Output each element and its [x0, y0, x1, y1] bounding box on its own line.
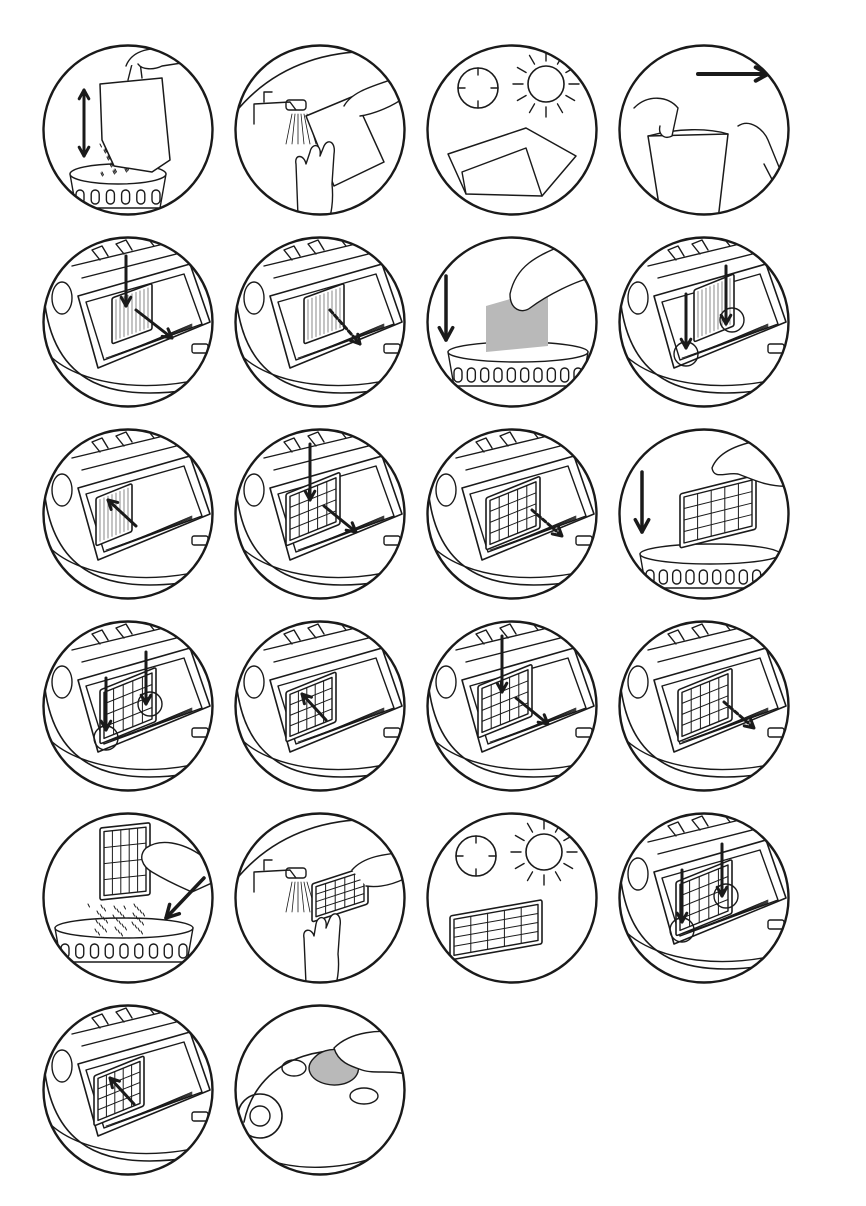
illustration-step-12 [618, 428, 790, 600]
dust-bag-icon [100, 78, 170, 172]
illustration-step-2 [234, 44, 406, 216]
illustration-step-19 [426, 812, 598, 984]
rinse-bag-under-tap-illustration [234, 44, 406, 216]
dust-bag-icon [448, 128, 576, 196]
lift-grid-filter-again-illustration [618, 620, 790, 792]
illustration-step-13 [42, 620, 214, 792]
illustration-step-15 [426, 620, 598, 792]
illustration-step-20 [618, 812, 790, 984]
wipe-vacuum-body-illustration [234, 1004, 406, 1176]
arrow-down-icon [635, 472, 648, 532]
hand-icon [142, 842, 214, 892]
grid-filter-icon [100, 667, 156, 744]
clock-icon [456, 836, 496, 876]
illustration-step-14 [234, 620, 406, 792]
hand-icon [304, 914, 341, 984]
arrow-down-icon [681, 294, 691, 348]
grid-filter-icon [676, 859, 732, 936]
close-after-refit-illustration [42, 1004, 214, 1176]
clock-icon [458, 68, 498, 108]
empty-bag-into-bin-illustration [42, 44, 214, 216]
arrow-down-icon [439, 276, 452, 340]
sun-icon [511, 819, 577, 885]
discard-grid-filter-illustration [618, 428, 790, 600]
illustration-step-3 [426, 44, 598, 216]
hand-icon [296, 142, 335, 216]
filter-icon [96, 483, 132, 546]
illustration-step-10 [234, 428, 406, 600]
illustration-step-7 [426, 236, 598, 408]
dry-bag-in-sun-illustration [426, 44, 598, 216]
arrow-icon [497, 636, 507, 692]
hand-icon [738, 123, 790, 214]
rinse-filter-illustration [234, 812, 406, 984]
hand-icon [634, 98, 678, 137]
illustration-step-17 [42, 812, 214, 984]
illustration-step-4 [618, 44, 790, 216]
dry-filter-illustration [426, 812, 598, 984]
open-bag-slide-clip-illustration [618, 44, 790, 216]
lift-filter-frame-illustration [234, 236, 406, 408]
illustration-step-11 [426, 428, 598, 600]
grid-filter-icon [450, 900, 542, 960]
discard-pad-into-bin-illustration [426, 236, 598, 408]
dust-bag-icon [648, 134, 728, 216]
illustration-step-18 [234, 812, 406, 984]
grid-filter-icon [478, 664, 532, 738]
hand-icon [712, 440, 790, 486]
illustration-step-6 [234, 236, 406, 408]
illustration-step-22 [234, 1004, 406, 1176]
insert-filter-at-clips-illustration [618, 236, 790, 408]
arrow-icon [305, 444, 315, 500]
grid-filter-icon [680, 475, 756, 548]
arrow-right-icon [698, 67, 768, 80]
illustration-frame [428, 814, 597, 983]
illustration-step-21 [42, 1004, 214, 1176]
sun-icon [513, 51, 579, 117]
tap-out-dust-illustration [42, 812, 214, 984]
illustration-step-1 [42, 44, 214, 216]
refit-grid-filter-illustration [618, 812, 790, 984]
close-filter-illustration [42, 428, 214, 600]
illustration-frame [236, 1006, 405, 1175]
bin-icon [55, 918, 193, 962]
illustration-step-8 [618, 236, 790, 408]
remove-grid-filter-illustration [234, 428, 406, 600]
lift-grid-filter-illustration [426, 428, 598, 600]
remove-motor-filter-illustration [42, 236, 214, 408]
grid-filter-icon [286, 472, 340, 546]
close-grid-filter-illustration [234, 620, 406, 792]
illustration-step-9 [42, 428, 214, 600]
illustration-step-16 [618, 620, 790, 792]
bin-icon [640, 544, 780, 588]
insert-grid-filter-illustration [42, 620, 214, 792]
remove-grid-filter-again-illustration [426, 620, 598, 792]
arrow-up-icon [79, 90, 89, 144]
illustration-step-5 [42, 236, 214, 408]
